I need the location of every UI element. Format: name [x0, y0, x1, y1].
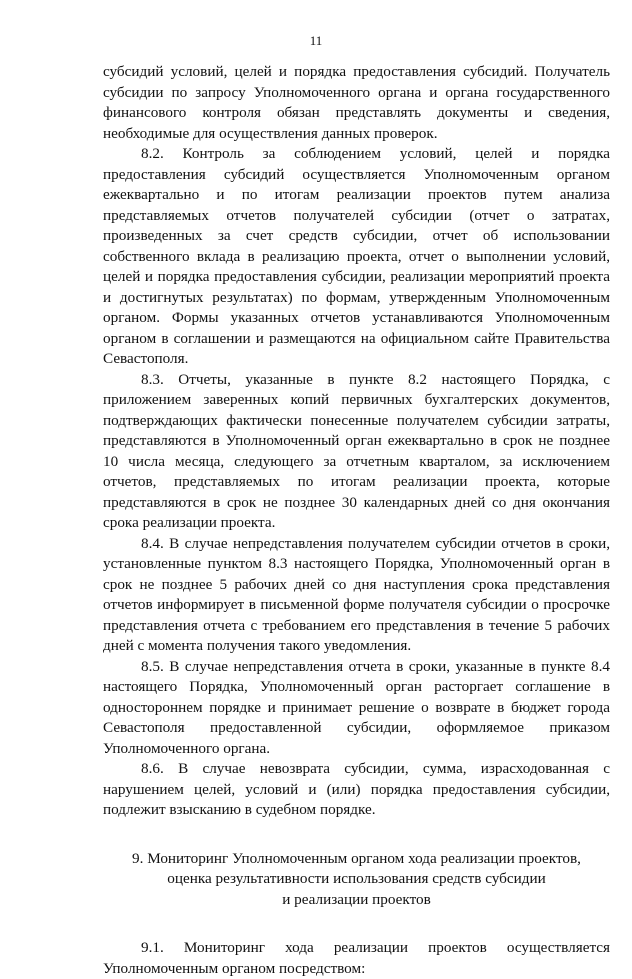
paragraph-8-3: 8.3. Отчеты, указанные в пункте 8.2 настоящего Порядка, с приложением заверенных копий первичных бухгалтерских документов, подтверждающих фактически понесенные получателем субсидии затраты, представляются в Уполномоченный орган ежеквартально в срок не позднее 10 числа месяца, следующего за отчетным кварталом, за исключением отчетов, представляемых по итогам реализации проекта, которые представляются в срок не позднее 30 календарных дней со дня окончания срока реализации проекта. [103, 370, 610, 531]
paragraph-8-4: 8.4. В случае непредставления получателем субсидии отчетов в сроки, установленные пунктом 8.3 настоящего Порядка, Уполномоченный орган в срок не позднее 5 рабочих дней со дня наступления срока представления отчетов информирует в письменной форме получателя субсидии о просрочке представления отчета с требованием его представления в течение 5 рабочих дней с момента получения такого уведомления. [103, 534, 610, 654]
paragraph-8-1-continuation: субсидий условий, целей и порядка предоставления субсидий. Получатель субсидии по запросу Уполномоченного органа и органа государственного финансового контроля обязан представлять документы и сведения, необходимые для осуществления данных проверок. [103, 63, 610, 142]
paragraph-8-6: 8.6. В случае невозврата субсидии, сумма, израсходованная с нарушением целей, условий и (или) порядка предоставления субсидии, подлежит взысканию в судебном порядке. [103, 760, 610, 818]
section-9-heading [103, 849, 610, 911]
paragraph-8-2: 8.2. Контроль за соблюдением условий, целей и порядка предоставления субсидий осуществляется Уполномоченным органом ежеквартально и по итогам реализации проектов путем анализа представляемых отчетов получателей субсидии (отчет о затратах, произведенных за счет средств субсидии, отчет об использовании собственного вклада в реализацию проекта, отчет о выполнении условий, целей и порядка предоставления субсидии, реализации мероприятий проекта и достигнутых результатах) по формам, утвержденным Уполномоченным органом. Формы указанных отчетов устанавливаются Уполномоченным органом в соглашении и размещаются на официальном сайте Правительства Севастополя. [103, 145, 610, 367]
paragraph-8-5: 8.5. В случае непредставления отчета в сроки, указанные в пункте 8.4 настоящего Порядка, Уполномоченный орган расторгает соглашение в одностороннем порядке и принимает решение о возврате в бюджет города Севастополя предоставленной субсидии, оформляемое приказом Уполномоченного органа. [103, 657, 610, 757]
document-body [103, 62, 610, 979]
heading-line-2: оценка результативности использования средств субсидии [167, 870, 546, 887]
paragraph-9-1: 9.1. Мониторинг хода реализации проектов осуществляется Уполномоченным органом посредством: [103, 939, 610, 977]
page-number: 11 [309, 33, 323, 48]
heading-line-1: 9. Мониторинг Уполномоченным органом хода реализации проектов, [132, 849, 581, 867]
heading-line-3: и реализации проектов [282, 890, 431, 908]
